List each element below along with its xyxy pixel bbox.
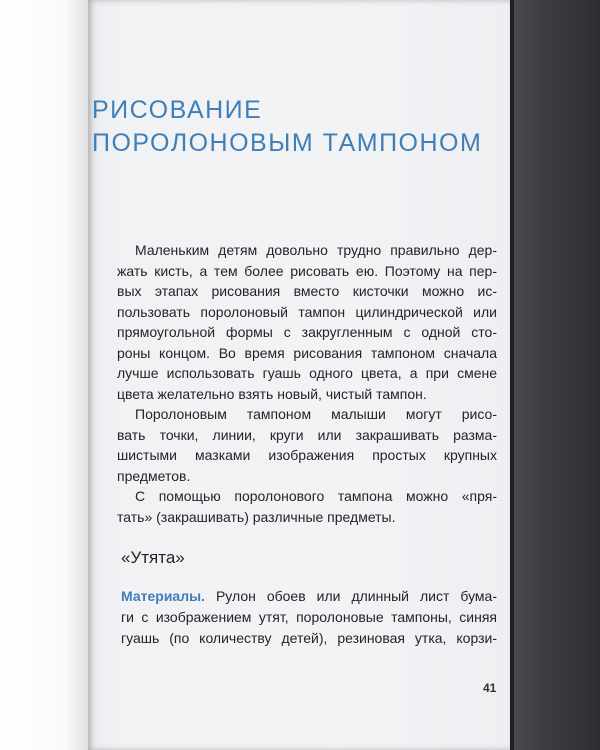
text-line: ги с изображением утят, поролоновые тампоны, синяя [121, 609, 497, 625]
section-title: «Утята» [121, 548, 185, 567]
paragraph-2 [117, 404, 497, 486]
text-line: вых этапах рисования вместо кисточки можно ис- [117, 283, 497, 299]
right-background [510, 0, 600, 750]
text-line: тать» (закрашивать) различные предметы. [117, 508, 396, 525]
text-line: гуашь (по количеству детей), резиновая утка, корзи- [121, 630, 497, 646]
text-line: цвета желательно взять новый, чистый тампон. [117, 385, 427, 402]
text-line: лучше использовать гуашь одного цвета, а при смене [117, 365, 497, 381]
text-line: С помощью поролонового тампона можно «пря- [135, 488, 497, 504]
left-background [0, 0, 92, 750]
page-number: 41 [483, 681, 497, 695]
materials-label: Материалы. [121, 588, 205, 604]
text-line: вать точки, линии, круги или закрашивать разма- [117, 426, 497, 443]
text-line: жать кисть, а тем более рисовать ею. Поэтому на пер- [117, 262, 497, 279]
text-line: Рулон обоев или длинный лист бума- [215, 588, 498, 604]
chapter-title [92, 94, 482, 160]
paragraph-1 [117, 240, 497, 404]
chapter-title-line-2: ПОРОЛОНОВЫМ ТАМПОНОМ [92, 129, 483, 157]
text-line: Маленьким детям довольно трудно правильно дер- [135, 242, 497, 258]
materials-paragraph [121, 586, 497, 649]
text-line: шистыми мазками изображения простых крупных [117, 447, 497, 463]
text-line: прямоугольной формы с закругленным с одной сто- [117, 324, 497, 340]
chapter-title-line-1: РИСОВАНИЕ [92, 96, 263, 124]
body-text [117, 240, 497, 527]
text-line: пользовать поролоновый тампон цилиндрической или [117, 303, 497, 320]
materials-first-line [121, 586, 497, 607]
text-line: предметов. [117, 467, 191, 484]
paragraph-3 [117, 486, 497, 527]
text-line: Поролоновым тампоном малыши могут рисо- [135, 406, 497, 422]
text-line: роны концом. Во время рисования тампоном сначала [117, 344, 497, 361]
